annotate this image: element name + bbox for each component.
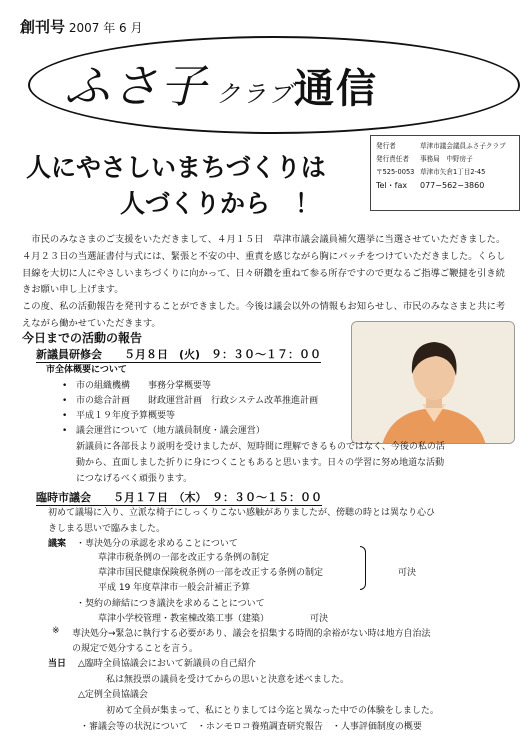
list-item: • 市の総合計画 財政運営計画 行政システム改革推進計画	[62, 396, 319, 406]
note-line: 専決処分→緊急に執行する必要があり、議会を招集する時間的余裕がない時は地方自治法	[72, 629, 431, 639]
paragraph-line: 新議員に各部長より説明を受けましたが、短時間に理解できるものではなく、今後の私の活	[76, 442, 445, 452]
paragraph-line: につなげるべく頑張ります。	[76, 474, 193, 484]
event-subtitle: 市全体概要について	[46, 365, 127, 375]
day-item: △定例全員協議会	[78, 690, 148, 700]
contract-item: 草津小学校管理・教室棟改築工事（建築）	[98, 614, 270, 624]
day-item: ・審議会等の状況について ・ホンモロコ養殖調査研究報告 ・人事評価制度の概要	[80, 722, 422, 732]
day-label: 当日	[48, 659, 67, 669]
event-extra-session: 臨時市議会 ５月１７日 （木） ９：３０～１５：００	[36, 491, 322, 504]
section-title: 今日までの活動の報告	[22, 331, 143, 345]
list-item: • 平成１９年度予算概要等	[62, 411, 176, 421]
paragraph-line: 動から、直面しました折りに身につくこともあると思います。日々の学習に努め地道な活動	[76, 458, 445, 468]
agenda-result: 可決	[398, 568, 417, 578]
agenda-item: 草津市国民健康保険税条例の一部を改正する条例の制定	[98, 568, 324, 578]
agenda-brace	[360, 546, 366, 590]
issue-label: 創刊号 2007 年 6 月	[20, 18, 143, 36]
agenda-label: 議案	[48, 539, 67, 549]
portrait-photo	[351, 321, 515, 444]
agenda-heading: ・専決処分の承認を求めることについて	[76, 539, 238, 549]
list-item: • 議会運営について（地方議員制度・議会運営）	[62, 426, 265, 436]
publisher-info-box: 発行者 草津市議会議員ふさ子クラブ 発行責任者 事務局 中野房子 〒525-0053 草津市矢倉1丁目2-45 Tel・fax 077−562−3860	[370, 135, 520, 211]
masthead-title: ふさ子 クラブ通信	[64, 59, 378, 113]
day-item: △臨時全員協議会において新議員の自己紹介	[78, 659, 256, 669]
list-item: • 市の組織機構 事務分掌概要等	[62, 381, 212, 391]
note-line: の規定で処分することを言う。	[72, 644, 199, 654]
agenda-item: 草津市税条例の一部を改正する条例の制定	[98, 553, 270, 563]
contract-result: 可決	[310, 614, 329, 624]
day-note: 初めて全員が集まって、私にとりましては今迄と異なった中での体験をしました。	[106, 706, 439, 716]
paragraph-line: 初めて議場に入り、立派な椅子にしっくりこない感触がありましたが、傍聴の時とは異なり心ひ	[48, 508, 436, 518]
paragraph-line: きしまる思いで臨みました。	[48, 524, 166, 534]
day-note: 私は無投票の議員を受けてからの思いと決意を述べました。	[106, 675, 350, 685]
note-mark: ※	[52, 626, 60, 636]
intro-text: 市民のみなさまのご支援をいただきまして、４月１５日 草津市議会議員補欠選挙に当選させていただきました。４月２３日の当選証書付与式には、緊張と不安の中、重責を感じながら胸にバッチをつけていただきました。くらし目線を大切に人にやさしいまちづくりに向かって、日々研鑽を重ねて参る所存ですので更なるご指導ご鞭撻を引き続きお願い申し上げます。 この度、私の活動報告を発刊することができました。今後は議会以外の情報もお知らせし、市民のみなさまと共に考えながら働かせていただきます。	[22, 234, 506, 329]
headline: 人にやさしいまちづくりは 人づくりから ！	[26, 153, 326, 218]
event-new-member-training: 新議員研修会 ５月８日 (火) ９：３０～１７：００	[36, 348, 322, 361]
agenda-item: 平成 19 年度草津市一般会計補正予算	[98, 583, 251, 593]
contract-heading: ・契約の締結につき議決を求めることについて	[76, 599, 265, 609]
